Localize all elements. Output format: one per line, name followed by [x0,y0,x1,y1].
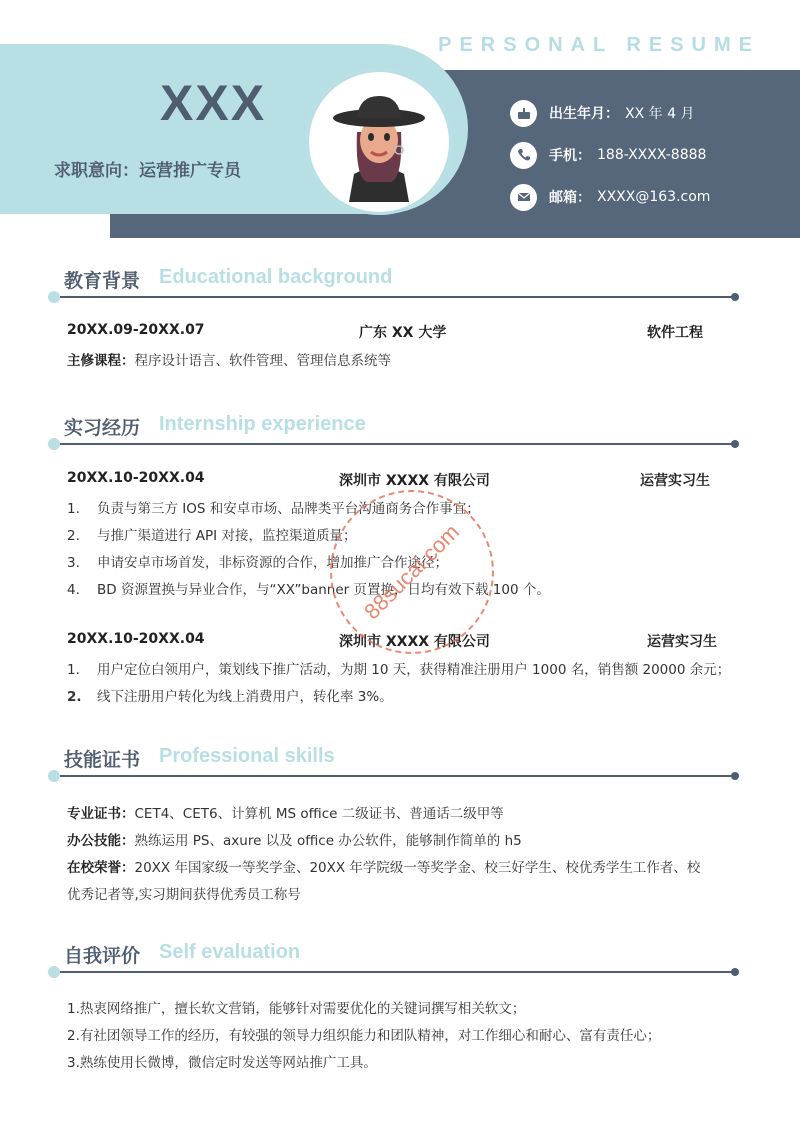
candidate-name: XXX [160,75,267,131]
contact-email-value: XXXX@163.com [597,189,711,205]
section-dot-left [48,966,60,978]
self-eval-row: 1.热衷网络推广，擅长软文营销，能够针对需要优化的关键词撰写相关软文； [67,1001,526,1017]
watermark-text: 88sucai.com [359,519,465,625]
list-item: 1. 用户定位白领用户，策划线下推广活动，为期 10 天，获得精准注册用户 1000 名，销售额 20000 余元； [67,662,731,678]
contact-birth [510,92,710,134]
section-dot-right [731,968,739,976]
contact-phone-label: 手机： [549,148,591,164]
contact-phone-value: 188-XXXX-8888 [597,147,707,163]
section-title-cn: 技能证书 [64,749,141,771]
contact-email-label: 邮箱： [549,190,591,206]
job-role: 运营实习生 [640,473,710,489]
section-divider [60,443,735,445]
section-divider [60,971,735,973]
list-item: 4. BD 资源置换与异业合作，与“XX”banner 页置换，日均有效下载 100 个。 [67,582,550,598]
skill-row: 在校荣誉：20XX 年国家级一等奖学金、20XX 年学院级一等奖学金、校三好学生、校优秀学生工作者、校 [67,860,701,876]
list-item: 1. 负责与第三方 IOS 和安卓市场、品牌类平台沟通商务合作事宜； [67,501,480,517]
section-title-cn: 自我评价 [64,945,141,967]
job-intent-value: 运营推广专员 [139,161,241,181]
self-eval-row: 3.熟练使用长微博，微信定时发送等网站推广工具。 [67,1055,377,1071]
job-company: 深圳市 XXXX 有限公司 [339,473,490,489]
mail-icon [510,184,537,211]
job-date: 20XX.10-20XX.04 [67,631,205,647]
list-item: 2. 线下注册用户转化为线上消费用户，转化率 3%。 [67,689,393,705]
job-date: 20XX.10-20XX.04 [67,470,205,486]
section-divider [60,775,735,777]
section-title-en: Internship experience [159,413,366,435]
cake-icon [510,100,537,127]
section-divider [60,296,735,298]
section-title-en: Professional skills [159,745,335,767]
watermark-stamp [296,456,528,688]
avatar [306,69,452,215]
contact-list [510,92,710,218]
contact-birth-label: 出生年月： [549,106,619,122]
section-title-en: Self evaluation [159,941,301,963]
education-major: 软件工程 [647,325,703,341]
skill-row: 优秀记者等,实习期间获得优秀员工称号 [67,887,301,903]
section-dot-left [48,770,60,782]
section-dot-right [731,440,739,448]
list-item: 3. 申请安卓市场首发，非标资源的合作，增加推广合作途径； [67,555,448,571]
section-dot-left [48,291,60,303]
courses-label: 主修课程： [67,353,135,369]
page-en-title: PERSONAL RESUME [438,34,760,56]
job-company: 深圳市 XXXX 有限公司 [339,634,490,650]
self-eval-row: 2.有社团领导工作的经历，有较强的领导力组织能力和团队精神，对工作细心和耐心、富有责任心； [67,1028,661,1044]
list-item: 2. 与推广渠道进行 API 对接，监控渠道质量； [67,528,357,544]
contact-email [510,176,710,218]
section-dot-left [48,438,60,450]
job-role: 运营实习生 [647,634,717,650]
courses-text: 程序设计语言、软件管理、管理信息系统等 [134,353,391,369]
contact-birth-value: XX 年 4 月 [625,106,695,122]
section-title-cn: 教育背景 [64,270,141,292]
skill-row: 办公技能：熟练运用 PS、axure 以及 office 办公软件，能够制作简单的 h5 [67,833,522,849]
section-title-cn: 实习经历 [64,417,141,439]
education-date: 20XX.09-20XX.07 [67,322,205,338]
avatar-illustration [319,82,439,202]
phone-icon [510,142,537,169]
section-dot-right [731,293,739,301]
education-school: 广东 XX 大学 [359,325,447,341]
skill-row: 专业证书：CET4、CET6、计算机 MS office 二级证书、普通话二级甲等 [67,806,504,822]
section-dot-right [731,772,739,780]
job-intent [54,156,241,181]
job-intent-label: 求职意向： [54,161,139,181]
education-courses [67,349,391,369]
contact-phone [510,134,710,176]
section-title-en: Educational background [159,266,393,288]
